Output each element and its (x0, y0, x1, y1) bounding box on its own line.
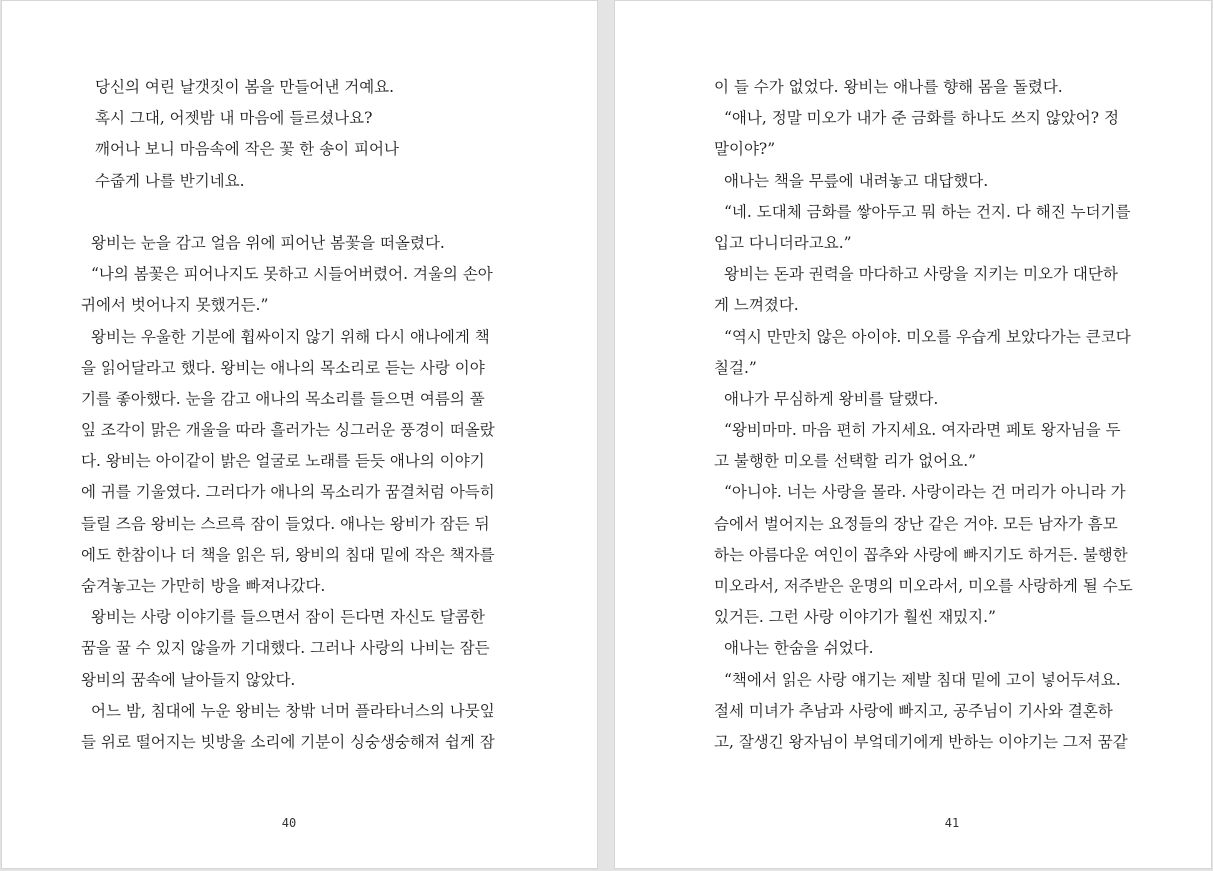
page-number-right: 41 (944, 816, 960, 830)
text-line: 하는 아름다운 여인이 꼽추와 사랑에 빠지기도 하거든. 불행한 (714, 545, 1128, 564)
verse-line: 혹시 그대, 어젯밤 내 마음에 들르셨나요? (95, 109, 373, 128)
verse-line: 당신의 여린 날갯짓이 봄을 만들어낸 거예요. (95, 78, 395, 96)
text-line: 절세 미녀가 추남과 사랑에 빠지고, 공주님이 기사와 결혼하 (714, 701, 1113, 720)
text-line: 왕비는 사랑 이야기를 들으면서 잠이 든다면 자신도 달콤한 (91, 608, 485, 627)
text-line: 칠걸.” (714, 358, 757, 377)
text-line: 있거든. 그런 사랑 이야기가 훨씬 재밌지.” (714, 608, 996, 627)
text-line: “네. 도대체 금화를 쌓아두고 뭐 하는 건지. 다 해진 누더기를 (724, 202, 1131, 221)
text-line: “역시 만만치 않은 아이야. 미오를 우습게 보았다가는 큰코다 (724, 327, 1131, 346)
text-line: 꿈을 꿀 수 있지 않을까 기대했다. 그러나 사랑의 나비는 잠든 (81, 639, 490, 658)
text-line: 왕비의 꿈속에 날아들지 않았다. (81, 670, 296, 689)
text-line: 왕비는 우울한 기분에 휩싸이지 않기 위해 다시 애나에게 책 (91, 327, 490, 346)
left-page[interactable] (1, 0, 598, 869)
text-line: 어느 밤, 침대에 누운 왕비는 창밖 너머 플라타너스의 나뭇잎 (91, 701, 495, 720)
text-line: “왕비마마. 마음 편히 가지세요. 여자라면 페토 왕자님을 두 (724, 421, 1121, 440)
text-line: 에 귀를 기울였다. 그러다가 애나의 목소리가 꿈결처럼 아득히 (81, 483, 495, 502)
text-line: 고, 잘생긴 왕자님이 부엌데기에게 반하는 이야기는 그저 꿈같 (714, 732, 1128, 751)
text-line: 왕비는 눈을 감고 얼음 위에 피어난 봄꽃을 떠올렸다. (91, 233, 445, 252)
verse-line: 깨어나 보니 마음속에 작은 꽃 한 송이 피어나 (95, 140, 400, 159)
text-line: 고 불행한 미오를 선택할 리가 없어요.” (714, 452, 977, 471)
text-line: 애나는 한숨을 쉬었다. (724, 639, 874, 658)
text-line: “아니야. 너는 사랑을 몰라. 사랑이라는 건 머리가 아니라 가 (724, 483, 1126, 502)
verse-line: 수줍게 나를 반기네요. (95, 171, 245, 190)
text-line: “애나, 정말 미오가 내가 준 금화를 하나도 쓰지 않았어? 정 (724, 109, 1119, 128)
text-line: 애나는 책을 무릎에 내려놓고 대답했다. (724, 171, 989, 190)
text-line: 다. 왕비는 아이같이 밝은 얼굴로 노래를 듣듯 애나의 이야기 (81, 452, 485, 471)
text-line: 애나가 무심하게 왕비를 달랬다. (724, 389, 939, 408)
text-line: 왕비는 돈과 권력을 마다하고 사랑을 지키는 미오가 대단하 (724, 265, 1118, 284)
right-page[interactable] (614, 0, 1212, 869)
text-line: 이 들 수가 없었다. 왕비는 애나를 향해 몸을 돌렸다. (714, 78, 1063, 96)
text-line: “책에서 읽은 사랑 얘기는 제발 침대 밑에 고이 넣어두셔요. (724, 670, 1121, 689)
text-line: 기를 좋아했다. 눈을 감고 애나의 목소리를 들으면 여름의 풀 (81, 389, 485, 408)
text-line: 들 위로 떨어지는 빗방울 소리에 기분이 싱숭생숭해져 쉽게 잠 (81, 732, 495, 751)
text-line: 들릴 즈음 왕비는 스르륵 잠이 들었다. 애나는 왕비가 잠든 뒤 (81, 514, 490, 533)
text-line: 게 느껴졌다. (714, 296, 799, 315)
text-line: 숨겨놓고는 가만히 방을 빠져나갔다. (81, 577, 326, 595)
text-line: 입고 다니더라고요.” (714, 233, 852, 252)
text-line: 귀에서 벗어나지 못했거든.” (81, 296, 269, 315)
left-page-text (81, 72, 501, 758)
blank-line (81, 197, 501, 228)
book-gutter (598, 0, 614, 871)
right-page-text (714, 72, 1134, 758)
page-number-left: 40 (281, 816, 297, 830)
text-line: 잎 조각이 맑은 개울을 따라 흘러가는 싱그러운 풍경이 떠올랐 (81, 421, 495, 440)
text-line: “나의 봄꽃은 피어나지도 못하고 시들어버렸어. 겨울의 손아 (91, 265, 493, 284)
text-line: 에도 한참이나 더 책을 읽은 뒤, 왕비의 침대 밑에 작은 책자를 (81, 545, 495, 564)
text-line: 미오라서, 저주받은 운명의 미오라서, 미오를 사랑하게 될 수도 (714, 577, 1133, 595)
text-line: 슴에서 벌어지는 요정들의 장난 같은 거야. 모든 남자가 흠모 (714, 514, 1118, 533)
text-line: 을 읽어달라고 했다. 왕비는 애나의 목소리로 듣는 사랑 이야 (81, 358, 485, 377)
text-line: 말이야?” (714, 140, 776, 159)
